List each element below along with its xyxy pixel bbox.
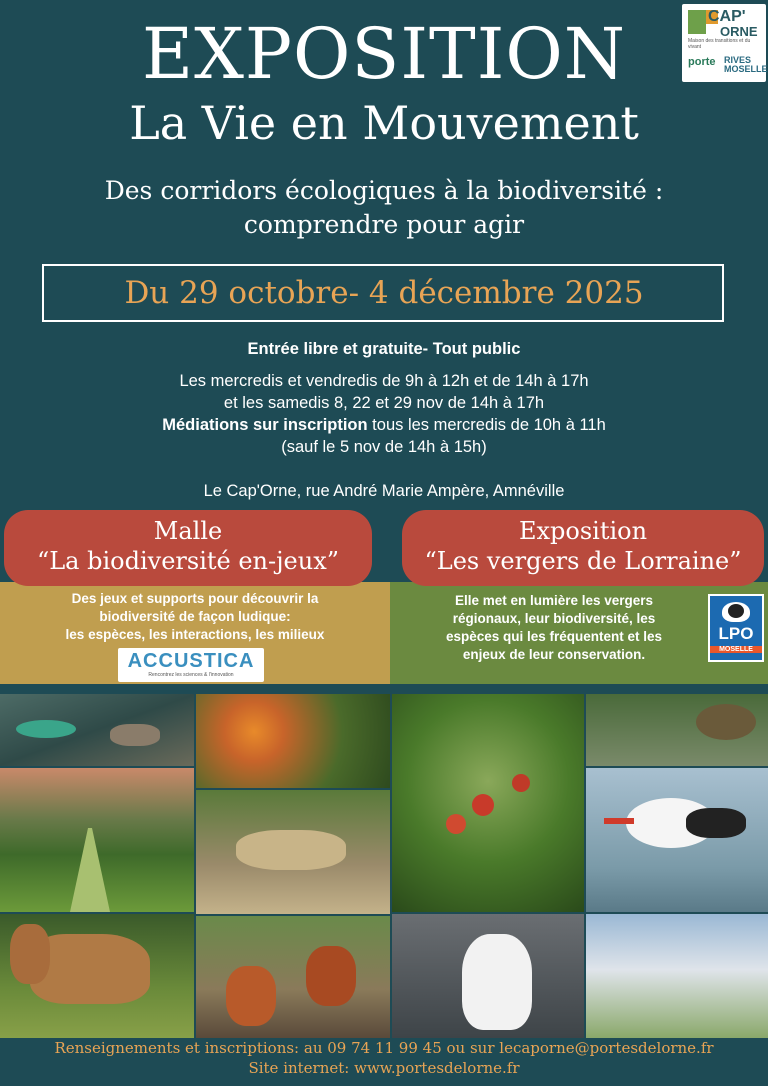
right-card-panel	[390, 582, 768, 684]
blossom-orchard-photo	[586, 914, 768, 1038]
orchard-path-photo	[0, 768, 194, 912]
right-card-text-4: enjeux de leur conservation.	[462, 647, 646, 662]
tagline-line-2: comprendre pour agir	[243, 210, 525, 239]
entry-info: Entrée libre et gratuite- Tout public	[247, 340, 521, 358]
logo-caption: Maison des transitions et du vivant	[688, 38, 751, 50]
apple-tree-photo	[392, 694, 584, 912]
schedule-line-1: Les mercredis et vendredis de 9h à 12h et de 14h à 17h	[179, 372, 589, 390]
left-card-title-2: “La biodiversité en-jeux”	[36, 547, 340, 575]
left-card-text-2: biodiversité de façon ludique:	[99, 609, 291, 624]
left-card-text-1: Des jeux et supports pour découvrir la	[71, 591, 319, 606]
logo-name-2: ORNE	[720, 24, 758, 39]
right-card-text-3: espèces qui les fréquentent et les	[445, 629, 663, 644]
lpo-logo	[708, 594, 764, 662]
left-card-title	[4, 510, 372, 586]
partner-logo-1: porte	[688, 56, 716, 68]
accustica-name: ACCUSTICA	[127, 650, 255, 672]
mediation-info	[0, 414, 768, 436]
footer-contact: Renseignements et inscriptions: au 09 74 11 99 45 ou sur lecaporne@portesdelorne.fr	[54, 1039, 714, 1057]
right-card-title	[402, 510, 764, 586]
squirrels-photo	[196, 916, 390, 1038]
right-card-text	[404, 592, 704, 664]
mediation-detail: tous les mercredis de 10h à 11h	[367, 416, 606, 434]
page-title: EXPOSITION	[141, 13, 626, 95]
partner-logo-2: RIVES MOSELLE	[724, 55, 768, 74]
right-card-title-1: Exposition	[518, 517, 648, 545]
fish-photo	[0, 694, 194, 766]
tortoise-photo	[586, 694, 768, 766]
lpo-caption: MOSELLE	[710, 646, 762, 653]
accustica-logo	[118, 648, 264, 682]
lpo-name: LPO	[718, 624, 754, 643]
mediation-label: Médiations sur inscription	[162, 416, 368, 434]
exhibition-dates: Du 29 octobre- 4 décembre 2025	[124, 275, 644, 311]
footer-website: Site internet: www.portesdelorne.fr	[248, 1059, 520, 1077]
leopard-photo	[196, 790, 390, 914]
accustica-caption: Rencontrez les sciences & l'innovation	[148, 672, 234, 678]
right-card-title-2: “Les vergers de Lorraine”	[424, 547, 742, 575]
berries-photo	[196, 694, 390, 788]
left-card-text	[20, 590, 370, 644]
stork-photo	[586, 768, 768, 912]
exhibition-subtitle: La Vie en Mouvement	[129, 96, 639, 150]
tagline	[0, 174, 768, 242]
horse-photo	[0, 914, 194, 1038]
address: Le Cap'Orne, rue André Marie Ampère, Amnéville	[203, 482, 565, 500]
left-card-panel	[0, 582, 390, 684]
swan-photo	[392, 914, 584, 1038]
left-card-title-1: Malle	[153, 517, 223, 545]
left-card-text-3: les espèces, les interactions, les milieux	[65, 627, 325, 642]
right-card-text-2: régionaux, leur biodiversité, les	[452, 611, 656, 626]
right-card-text-1: Elle met en lumière les vergers	[454, 593, 654, 608]
tagline-line-1: Des corridors écologiques à la biodiversité :	[104, 176, 664, 205]
schedule-line-4: (sauf le 5 nov de 14h à 15h)	[281, 438, 487, 456]
schedule-line-2: et les samedis 8, 22 et 29 nov de 14h à 17h	[223, 394, 545, 412]
logo-name-1: CAP'	[708, 8, 746, 25]
